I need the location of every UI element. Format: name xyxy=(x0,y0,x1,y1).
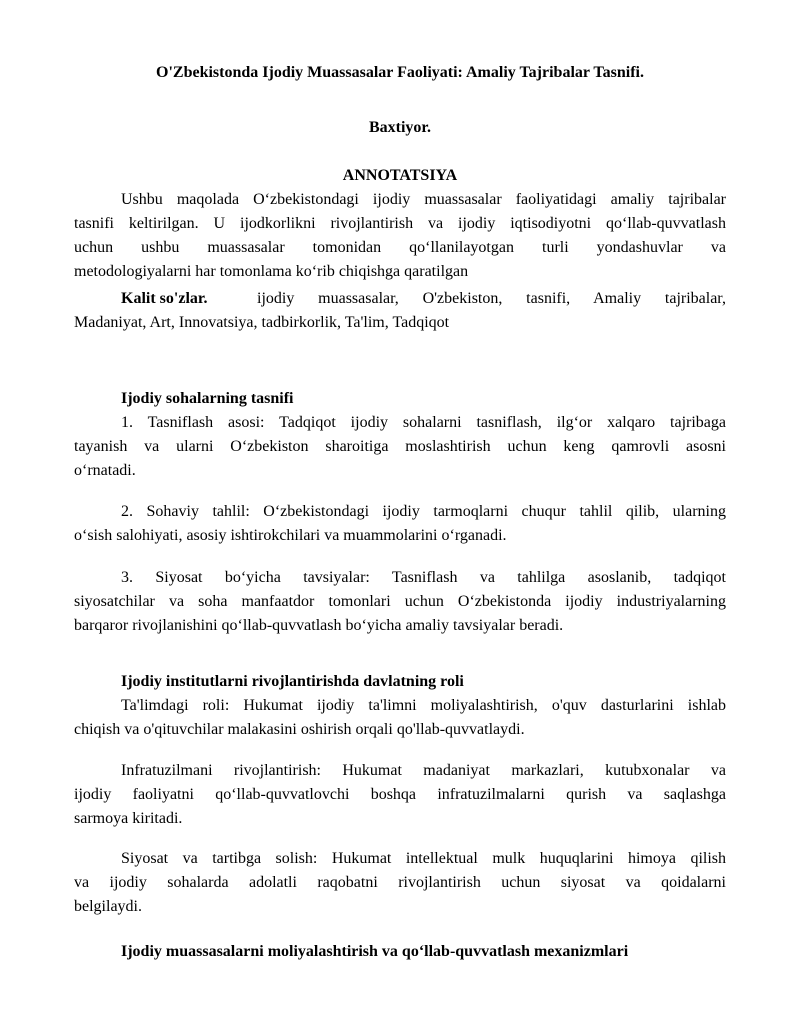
keywords-line: Madaniyat, Art, Innovatsiya, tadbirkorlik, Ta'lim, Tadqiqot xyxy=(74,314,450,331)
annotation-line: uchun ushbu muassasalar tomonidan qo‘llanilayotgan turli yondashuvlar va xyxy=(74,239,726,256)
paragraph-line: Siyosat va tartibga solish: Hukumat intellektual mulk huquqlarini himoya qilish xyxy=(121,850,726,867)
paragraph-line: chiqish va o'qituvchilar malakasini oshirish orqali qo'llab-quvvatlaydi. xyxy=(74,721,525,738)
author-name: Baxtiyor. xyxy=(368,119,432,136)
paragraph-line: o‘rnatadi. xyxy=(74,462,136,479)
paragraph-line: 1. Tasniflash asosi: Tadqiqot ijodiy sohalarni tasniflash, ilg‘or xalqaro tajribaga xyxy=(121,414,726,431)
paragraph-line: siyosatchilar va soha manfaatdor tomonlari uchun O‘zbekistonda ijodiy industriyalarning xyxy=(74,593,726,610)
paragraph-line: barqaror rivojlanishini qo‘llab-quvvatlash bo‘yicha amaliy tavsiyalar beradi. xyxy=(74,617,564,634)
paragraph-line: Ta'limdagi roli: Hukumat ijodiy ta'limni moliyalashtirish, o'quv dasturlarini ishlab xyxy=(121,697,726,714)
section-heading: Ijodiy institutlarni rivojlantirishda davlatning roli xyxy=(121,673,464,690)
document-title: O'Zbekistonda Ijodiy Muassasalar Faoliyati: Amaliy Tajribalar Tasnifi. xyxy=(156,64,644,81)
paragraph-line: sarmoya kiritadi. xyxy=(74,810,183,827)
paragraph-line: 2. Sohaviy tahlil: O‘zbekistondagi ijodiy tarmoqlarni chuqur tahlil qilib, ularning xyxy=(121,503,726,520)
annotation-heading: ANNOTATSIYA xyxy=(342,167,458,184)
paragraph-line: 3. Siyosat bo‘yicha tavsiyalar: Tasniflash va tahlilga asoslanib, tadqiqot xyxy=(121,569,726,586)
paragraph-line: o‘sish salohiyati, asosiy ishtirokchilari va muammolarini o‘rganadi. xyxy=(74,527,507,544)
annotation-line: tasnifi keltirilgan. U ijodkorlikni rivojlantirish va ijodiy iqtisodiyotni qo‘llab-quvvatlash xyxy=(74,215,726,232)
paragraph-line: va ijodiy sohalarda adolatli raqobatni rivojlantirish uchun siyosat va qoidalarni xyxy=(74,874,726,891)
annotation-line: metodologiyalarni har tomonlama ko‘rib chiqishga qaratilgan xyxy=(74,263,469,280)
section-heading: Ijodiy muassasalarni moliyalashtirish va qo‘llab-quvvatlash mexanizmlari xyxy=(121,943,629,960)
paragraph-line: Infratuzilmani rivojlantirish: Hukumat madaniyat markazlari, kutubxonalar va xyxy=(121,762,726,779)
section-heading: Ijodiy sohalarning tasnifi xyxy=(121,390,294,407)
paragraph-line: belgilaydi. xyxy=(74,898,142,915)
keywords-line: ijodiy muassasalar, O'zbekiston, tasnifi, Amaliy tajribalar, xyxy=(257,290,726,307)
keywords-label: Kalit so'zlar. xyxy=(121,290,208,307)
paragraph-line: tayanish va ularni O‘zbekiston sharoitiga moslashtirish uchun keng qamrovli asosni xyxy=(74,438,726,455)
paragraph-line: ijodiy faoliyatni qo‘llab-quvvatlovchi boshqa infratuzilmalarni qurish va saqlashga xyxy=(74,786,726,803)
annotation-line: Ushbu maqolada O‘zbekistondagi ijodiy muassasalar faoliyatidagi amaliy tajribalar xyxy=(121,191,726,208)
